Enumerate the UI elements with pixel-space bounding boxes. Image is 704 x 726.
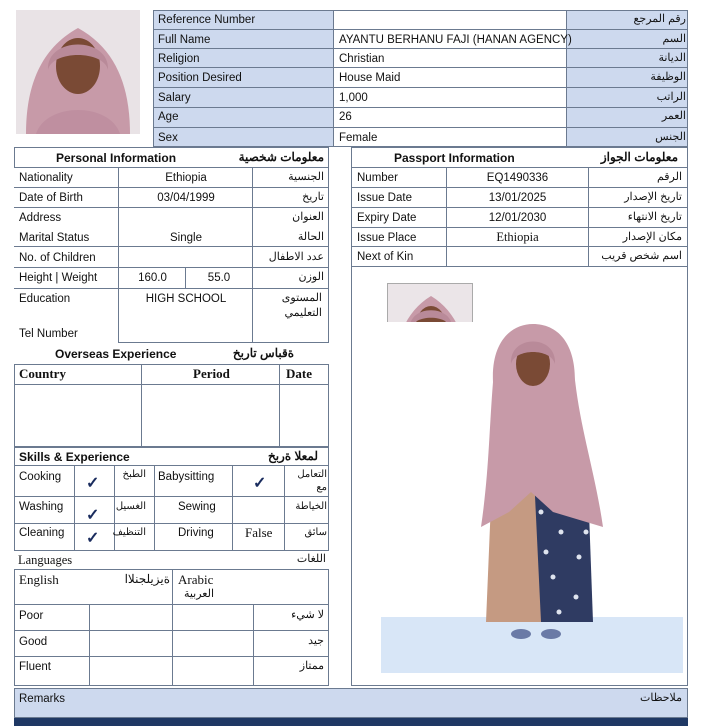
passport-number-value: EQ1490336 bbox=[486, 172, 549, 184]
weight-value: 55.0 bbox=[207, 272, 231, 284]
skill-label-ar: الخياطة bbox=[295, 501, 327, 512]
sex-value: Female bbox=[339, 132, 378, 144]
checkmark-icon: ✓ bbox=[86, 530, 100, 547]
dob-value: 03/04/1999 bbox=[157, 192, 215, 204]
height-weight-label: Height | Weight bbox=[19, 272, 98, 284]
dob-label-ar: تاريخ bbox=[302, 191, 324, 203]
remarks-row bbox=[14, 688, 688, 718]
languages-title: Languages bbox=[18, 553, 73, 567]
address-label: Address bbox=[19, 212, 62, 224]
nationality-label: Nationality bbox=[19, 172, 73, 184]
passport-label-ar: تاريخ الإصدار bbox=[624, 191, 682, 203]
dob-label: Date of Birth bbox=[19, 192, 83, 204]
level-label-ar: لا شيء bbox=[291, 609, 324, 621]
skills-title: Skills & Experience bbox=[19, 450, 130, 464]
skill-label-ar: سائق bbox=[304, 527, 327, 538]
level-label: Good bbox=[19, 636, 48, 648]
passport-label: Issue Place bbox=[357, 232, 417, 244]
passport-label-ar: مكان الإصدار bbox=[622, 231, 682, 243]
arabic-label-ar: العربية bbox=[183, 588, 214, 600]
remarks-label: Remarks bbox=[19, 693, 66, 705]
header-label: Salary bbox=[158, 92, 191, 104]
header-label-ar: الراتب bbox=[656, 91, 686, 103]
overseas-col-country: Country bbox=[19, 366, 66, 381]
marital-value: Single bbox=[170, 232, 202, 244]
address-label-ar: العنوان bbox=[292, 211, 324, 223]
overseas-title: Overseas Experience bbox=[55, 347, 177, 361]
skills-title-ar: لمعلا ةربخ bbox=[267, 449, 318, 463]
marital-label-ar: الحالة bbox=[297, 231, 324, 243]
passport-label: Next of Kin bbox=[357, 251, 414, 263]
skill-label: Cleaning bbox=[19, 527, 65, 539]
level-label-ar: جيد bbox=[308, 635, 324, 647]
personal-info-title: Personal Information bbox=[56, 151, 177, 165]
header-label-ar: السم bbox=[662, 33, 686, 45]
header-label-ar: العمر bbox=[661, 110, 686, 122]
header-label: Position Desired bbox=[158, 72, 242, 84]
passport-label: Issue Date bbox=[357, 192, 412, 204]
position-value: House Maid bbox=[339, 72, 401, 84]
overseas-col-period: Period bbox=[193, 366, 230, 381]
passport-label-ar: اسم شخص قريب bbox=[601, 250, 682, 262]
arabic-label: Arabic bbox=[178, 572, 214, 587]
education-value: HIGH SCHOOL bbox=[145, 293, 227, 305]
checkmark-icon: ✓ bbox=[86, 507, 100, 524]
overseas-col-date: Date bbox=[286, 366, 312, 381]
height-value: 160.0 bbox=[138, 272, 167, 284]
level-label-ar: ممتاز bbox=[299, 660, 324, 672]
education-label: Education bbox=[19, 293, 71, 305]
full-name-value: AYANTU BERHANU FAJI (HANAN AGENCY) bbox=[339, 34, 572, 46]
skill-label: Sewing bbox=[178, 501, 216, 513]
issue-date-value: 13/01/2025 bbox=[488, 192, 547, 204]
full-body-photo bbox=[381, 322, 683, 673]
header-label-ar: الجنس bbox=[655, 131, 686, 143]
children-label-ar: عدد الاطفال bbox=[268, 251, 324, 263]
header-label: Reference Number bbox=[158, 14, 256, 26]
overseas-title-ar: ةقباس تاربخ bbox=[232, 346, 294, 360]
skill-label-ar: التنظيف bbox=[112, 527, 146, 538]
header-label-ar: الديانة bbox=[658, 52, 686, 64]
children-label: No. of Children bbox=[19, 252, 96, 264]
marital-label: Marital Status bbox=[19, 232, 90, 244]
skill-label: Cooking bbox=[19, 471, 62, 483]
skill-label-ar: التعامل مع bbox=[297, 469, 327, 493]
passport-title-ar: معلومات الجواز bbox=[600, 150, 678, 164]
passport-label: Expiry Date bbox=[357, 212, 417, 224]
skill-label: Washing bbox=[19, 501, 64, 513]
header-label-ar: رقم المرجع bbox=[633, 13, 686, 25]
skill-label: Babysitting bbox=[158, 471, 215, 483]
height-weight-label-ar: الوزن bbox=[298, 271, 324, 283]
nationality-label-ar: الجنسية bbox=[288, 171, 324, 183]
languages-title-ar: اللغات bbox=[296, 553, 326, 565]
passport-title: Passport Information bbox=[394, 151, 515, 165]
passport-label-ar: تاريخ الانتهاء bbox=[627, 211, 682, 223]
checkmark-icon: ✓ bbox=[86, 475, 100, 492]
religion-value: Christian bbox=[339, 53, 385, 65]
nationality-value: Ethiopia bbox=[165, 172, 207, 184]
header-label-ar: الوظيفة bbox=[650, 71, 686, 83]
skill-label-ar: الطبخ bbox=[122, 469, 146, 480]
portrait-photo bbox=[16, 10, 140, 134]
skill-label-ar: الغسيل bbox=[115, 501, 146, 512]
issue-place-value: Ethiopia bbox=[496, 230, 539, 244]
driving-value: False bbox=[245, 525, 273, 540]
remarks-label-ar: ملاحظات bbox=[640, 692, 682, 704]
english-label-ar: ةيزيلجنلاا bbox=[124, 572, 170, 586]
header-label: Full Name bbox=[158, 34, 211, 46]
level-label: Poor bbox=[19, 610, 44, 622]
checkmark-icon: ✓ bbox=[253, 475, 267, 492]
header-label: Religion bbox=[158, 53, 200, 65]
level-label: Fluent bbox=[19, 661, 51, 673]
tel-label: Tel Number bbox=[19, 328, 78, 340]
passport-label: Number bbox=[357, 172, 398, 184]
expiry-date-value: 12/01/2030 bbox=[488, 212, 547, 224]
passport-label-ar: الرقم bbox=[656, 171, 682, 183]
header-label: Sex bbox=[158, 132, 178, 144]
education-label-ar: المستوى التعليمي bbox=[281, 292, 322, 319]
header-label: Age bbox=[158, 111, 179, 123]
personal-info-title-ar: معلومات شخصية bbox=[238, 150, 324, 164]
salary-value: 1,000 bbox=[339, 92, 368, 104]
skill-label: Driving bbox=[178, 527, 214, 539]
english-label: English bbox=[19, 572, 59, 587]
age-value: 26 bbox=[339, 111, 352, 123]
footer-bar bbox=[14, 718, 688, 726]
